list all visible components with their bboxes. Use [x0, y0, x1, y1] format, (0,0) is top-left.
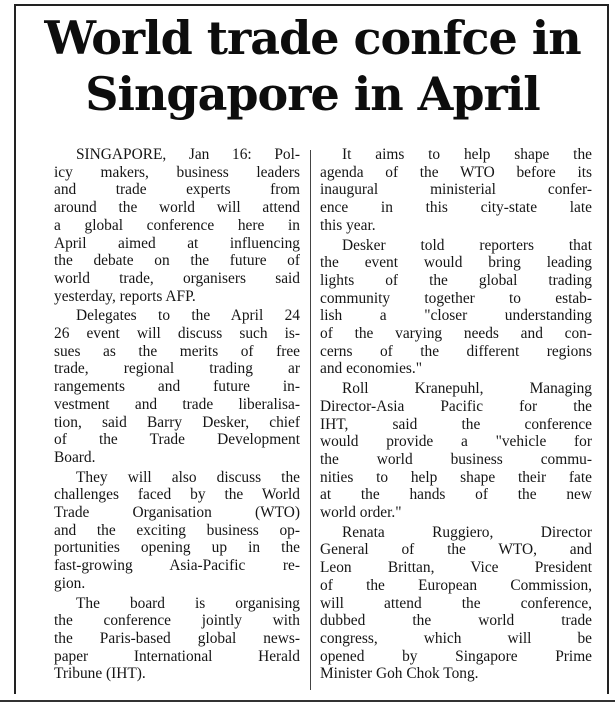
article-text-line: Delegates to the April 24: [76, 307, 300, 325]
article-text-line: the conference jointly with: [54, 612, 300, 630]
bottom-border-rule: [0, 700, 615, 702]
article-text-line: Renata Ruggiero, Director: [342, 523, 592, 541]
article-text-line: of the Trade Development: [54, 431, 300, 449]
article-text-line: around the world will attend: [54, 199, 300, 217]
article-text-line: lish a "closer understanding: [320, 307, 592, 325]
article-text-line: world order.": [320, 504, 402, 522]
top-border-rule: [14, 4, 609, 6]
article-text-line: the Paris-based global news-: [54, 629, 300, 647]
article-text-line: community together to estab-: [320, 289, 592, 307]
article-text-line: tion, said Barry Desker, chief: [54, 413, 300, 431]
right-border-rule: [607, 4, 609, 694]
article-text-line: would provide a "vehicle for: [320, 433, 592, 451]
article-text-line: It aims to help shape the: [342, 146, 592, 163]
article-text-line: rangements and future in-: [54, 378, 300, 396]
article-text-line: paper International Herald: [54, 647, 300, 665]
article-left-column: [54, 146, 300, 685]
article-text-line: world trade, organisers said: [54, 269, 300, 287]
article-text-line: fast-growing Asia-Pacific re-: [54, 557, 300, 575]
article-paragraph: [320, 237, 592, 379]
article-text-line: icy makers, business leaders: [54, 163, 300, 181]
article-text-line: Desker told reporters that: [342, 236, 592, 254]
article-text-line: inaugural ministerial confer-: [320, 181, 592, 199]
left-border-rule: [14, 4, 16, 694]
article-text-line: at the hands of the new: [320, 486, 592, 504]
article-text-line: lights of the global trading: [320, 271, 592, 289]
column-divider: [310, 150, 311, 690]
article-text-line: trade, regional trading ar: [54, 360, 300, 378]
article-text-line: the debate on the future of: [54, 252, 300, 270]
article-text-line: congress, which will be: [320, 629, 592, 647]
article-paragraph: [54, 469, 300, 593]
article-text-line: opened by Singapore Prime: [320, 647, 592, 665]
article-text-line: cerns of the different regions: [320, 342, 592, 360]
article-paragraph: [54, 146, 300, 305]
article-text-line: Minister Goh Chok Tong.: [320, 665, 479, 683]
article-text-line: nities to help shape their fate: [320, 468, 592, 486]
article-paragraph: [320, 380, 592, 522]
article-text-line: Roll Kranepuhl, Managing: [342, 380, 592, 398]
article-text-line: dubbed the world trade: [320, 612, 592, 630]
article-paragraph: [320, 146, 592, 235]
article-text-line: Leon Brittan, Vice President: [320, 559, 592, 577]
article-text-line: the event would bring leading: [320, 254, 592, 272]
article-text-line: challenges faced by the World: [54, 486, 300, 504]
article-text-line: of the varying needs and con-: [320, 325, 592, 343]
headline-line-2: Singapore in April: [85, 67, 540, 121]
article-text-line: IHT, said the conference: [320, 415, 592, 433]
article-text-line: 26 event will discuss such is-: [54, 325, 300, 343]
article-paragraph: [54, 595, 300, 684]
article-headline: [22, 10, 603, 128]
article-text-line: Director-Asia Pacific for the: [320, 397, 592, 415]
article-text-line: the world business commu-: [320, 450, 592, 468]
article-text-line: General of the WTO, and: [320, 541, 592, 559]
article-text-line: agenda of the WTO before its: [320, 163, 592, 181]
article-text-line: Trade Organisation (WTO): [54, 504, 300, 522]
article-text-line: a global conference here in: [54, 216, 300, 234]
article-paragraph: [54, 307, 300, 466]
article-text-line: portunities opening up in the: [54, 539, 300, 557]
article-text-line: Tribune (IHT).: [54, 665, 146, 683]
article-text-line: and economies.": [320, 360, 423, 378]
article-text-line: SINGAPORE, Jan 16: Pol-: [76, 146, 300, 163]
article-text-line: of the European Commission,: [320, 576, 592, 594]
article-text-line: and the exciting business op-: [54, 521, 300, 539]
article-text-line: The board is organising: [76, 594, 300, 612]
article-text-line: Board.: [54, 448, 96, 466]
article-text-line: yesterday, reports AFP.: [54, 287, 196, 305]
article-text-line: They will also discuss the: [76, 468, 300, 486]
article-paragraph: [320, 524, 592, 683]
article-text-line: sues as the merits of free: [54, 342, 300, 360]
article-text-line: and trade experts from: [54, 181, 300, 199]
article-text-line: this year.: [320, 216, 376, 234]
article-text-line: will attend the conference,: [320, 594, 592, 612]
article-right-column: [320, 146, 592, 685]
article-text-line: vestment and trade liberalisa-: [54, 395, 300, 413]
article-text-line: ence in this city-state late: [320, 199, 592, 217]
headline-line-1: World trade confce in: [44, 11, 581, 65]
article-text-line: gion.: [54, 574, 86, 592]
article-text-line: April aimed at influencing: [54, 234, 300, 252]
